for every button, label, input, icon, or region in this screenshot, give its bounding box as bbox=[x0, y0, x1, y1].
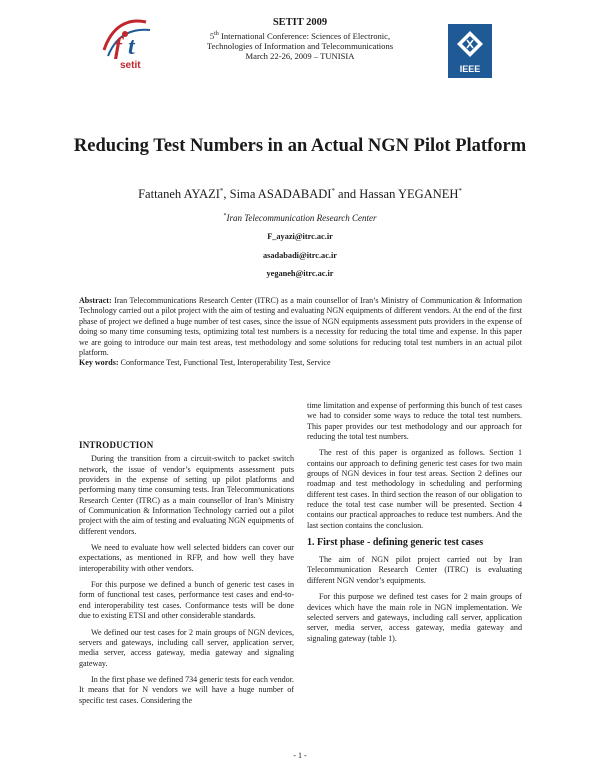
email-address: yeganeh@itrc.ac.ir bbox=[266, 269, 334, 278]
author-name: Sima ASADABADI bbox=[229, 187, 332, 202]
body-paragraph: The aim of NGN pilot project carried out by Iran Telecommunication Research Center (ITRC) is evaluating different NGN vendor’s equipments. bbox=[307, 555, 522, 585]
abstract-text: Iran Telecommunications Research Center (ITRC) as a main counsellor of Iran’s Ministry of Communication & Information Technology carried out a pilot project with the aim of testing and evaluating NGN equipments of different vendors. At the end of the first phase of project we defined a huge number of test cases, since the issue of NGN equipments assessment puts providers in the expense of doing so many time consuming tests, optimizing total test numbers is a necessity for reducing the total time and expense. In this paper we are going to introduce our main test areas, test methodology and some solutions for reducing total test numbers in an actual pilot platform. bbox=[79, 296, 522, 358]
author-mark: * bbox=[331, 187, 335, 195]
body-paragraph: We need to evaluate how well selected bidders can cover our expectations, as mentioned in RFP, and how well they have interoperability with other vendors. bbox=[79, 543, 294, 573]
affiliation: *Iran Telecommunication Research Center bbox=[223, 213, 377, 223]
left-column bbox=[79, 440, 294, 712]
conference-name: SETIT 2009 bbox=[272, 17, 328, 28]
ieee-logo-text: IEEE bbox=[459, 64, 481, 74]
body-paragraph: We defined our test cases for 2 main groups of NGN devices, servers and gateways, including call server, application server, media server, access gateway, media gateway and signaling gateway. bbox=[79, 627, 294, 668]
author-name: Hassan YEGANEH bbox=[359, 187, 459, 202]
body-paragraph: For this purpose we defined a bunch of generic test cases in form of functional test cases, performance test cases and end-to-end interoperability test cases. Conformance tests will be done due to existing ETSI and other considerable standards. bbox=[79, 580, 294, 621]
keywords-text: Conformance Test, Functional Test, Interoperability Test, Service bbox=[120, 358, 331, 368]
conference-info bbox=[175, 17, 425, 61]
setit-logo bbox=[98, 16, 160, 74]
abstract-paragraph bbox=[79, 296, 522, 358]
body-paragraph: For this purpose we defined test cases for 2 main groups of devices which have the main role in NGN implementation. We selected servers and gateways, including call server, application server, media server, access gateway, media gateway and signaling gateway (table 1). bbox=[307, 592, 522, 643]
author-mark: * bbox=[458, 187, 462, 195]
body-paragraph: time limitation and expense of performing this bunch of test cases we had to consider some ways to reduce the total test numbers. This paper provides our test methodology and our approach for reducing the total test numbers. bbox=[307, 401, 522, 442]
conference-line-3: March 22-26, 2009 – TUNISIA bbox=[245, 50, 355, 61]
author-mark: * bbox=[219, 187, 224, 195]
body-paragraph: In the first phase we defined 734 generic tests for each vendor. It means that for N vendors we will have a huge number of specific test cases. Considering the bbox=[79, 674, 294, 705]
author-name: Fattaneh AYAZI bbox=[138, 187, 220, 202]
svg-text:f: f bbox=[114, 34, 122, 60]
keywords-label: Key words: bbox=[79, 358, 119, 368]
conference-line-2: Technologies of Information and Telecommunications bbox=[206, 40, 394, 51]
keywords-line bbox=[79, 358, 522, 368]
author-list: Fattaneh AYAZI*, Sima ASADABADI* and Hassan YEGANEH* bbox=[138, 187, 462, 202]
svg-text:t: t bbox=[128, 34, 135, 60]
body-paragraph: During the transition from a circuit-switch to packet switch network, the issue of vendor’s equipments assessment puts providers in the expense of setting up pilot platforms and performing many time consuming tests. Iran Telecommunications Research Center (ITRC) as a main counsellor of Iran’s Ministry of Communication & Information Technology carried out a pilot project with the aim of testing and evaluating NGN equipments of different vendors. bbox=[79, 454, 294, 536]
page-number: - 1 - bbox=[293, 751, 307, 760]
conference-line-1: 5th International Conference: Sciences of Electronic, bbox=[209, 30, 391, 41]
body-paragraph: The rest of this paper is organized as follows. Section 1 contains our approach to defining generic test cases for two main groups of NGN devices in four test areas. Section 2 defines our roadmap and test methodology in scheduling and performing different test cases. In third section the reason of our obligation to reduce the total test case number will be presented. Section 4 contains our practical approaches to reduce test numbers. And the last section contains the conclusion. bbox=[307, 448, 522, 530]
section-heading: INTRODUCTION bbox=[79, 440, 154, 450]
right-column bbox=[307, 401, 522, 650]
email-address: F_ayazi@itrc.ac.ir bbox=[267, 232, 333, 241]
ieee-logo bbox=[446, 22, 494, 80]
abstract-label: Abstract: bbox=[79, 296, 112, 305]
setit-logo-text: setit bbox=[120, 60, 141, 71]
paper-title: Reducing Test Numbers in an Actual NGN Pilot Platform bbox=[73, 136, 527, 156]
abstract-block bbox=[79, 296, 522, 369]
email-address: asadabadi@itrc.ac.ir bbox=[263, 251, 337, 260]
section-heading: 1. First phase - defining generic test cases bbox=[307, 537, 484, 549]
